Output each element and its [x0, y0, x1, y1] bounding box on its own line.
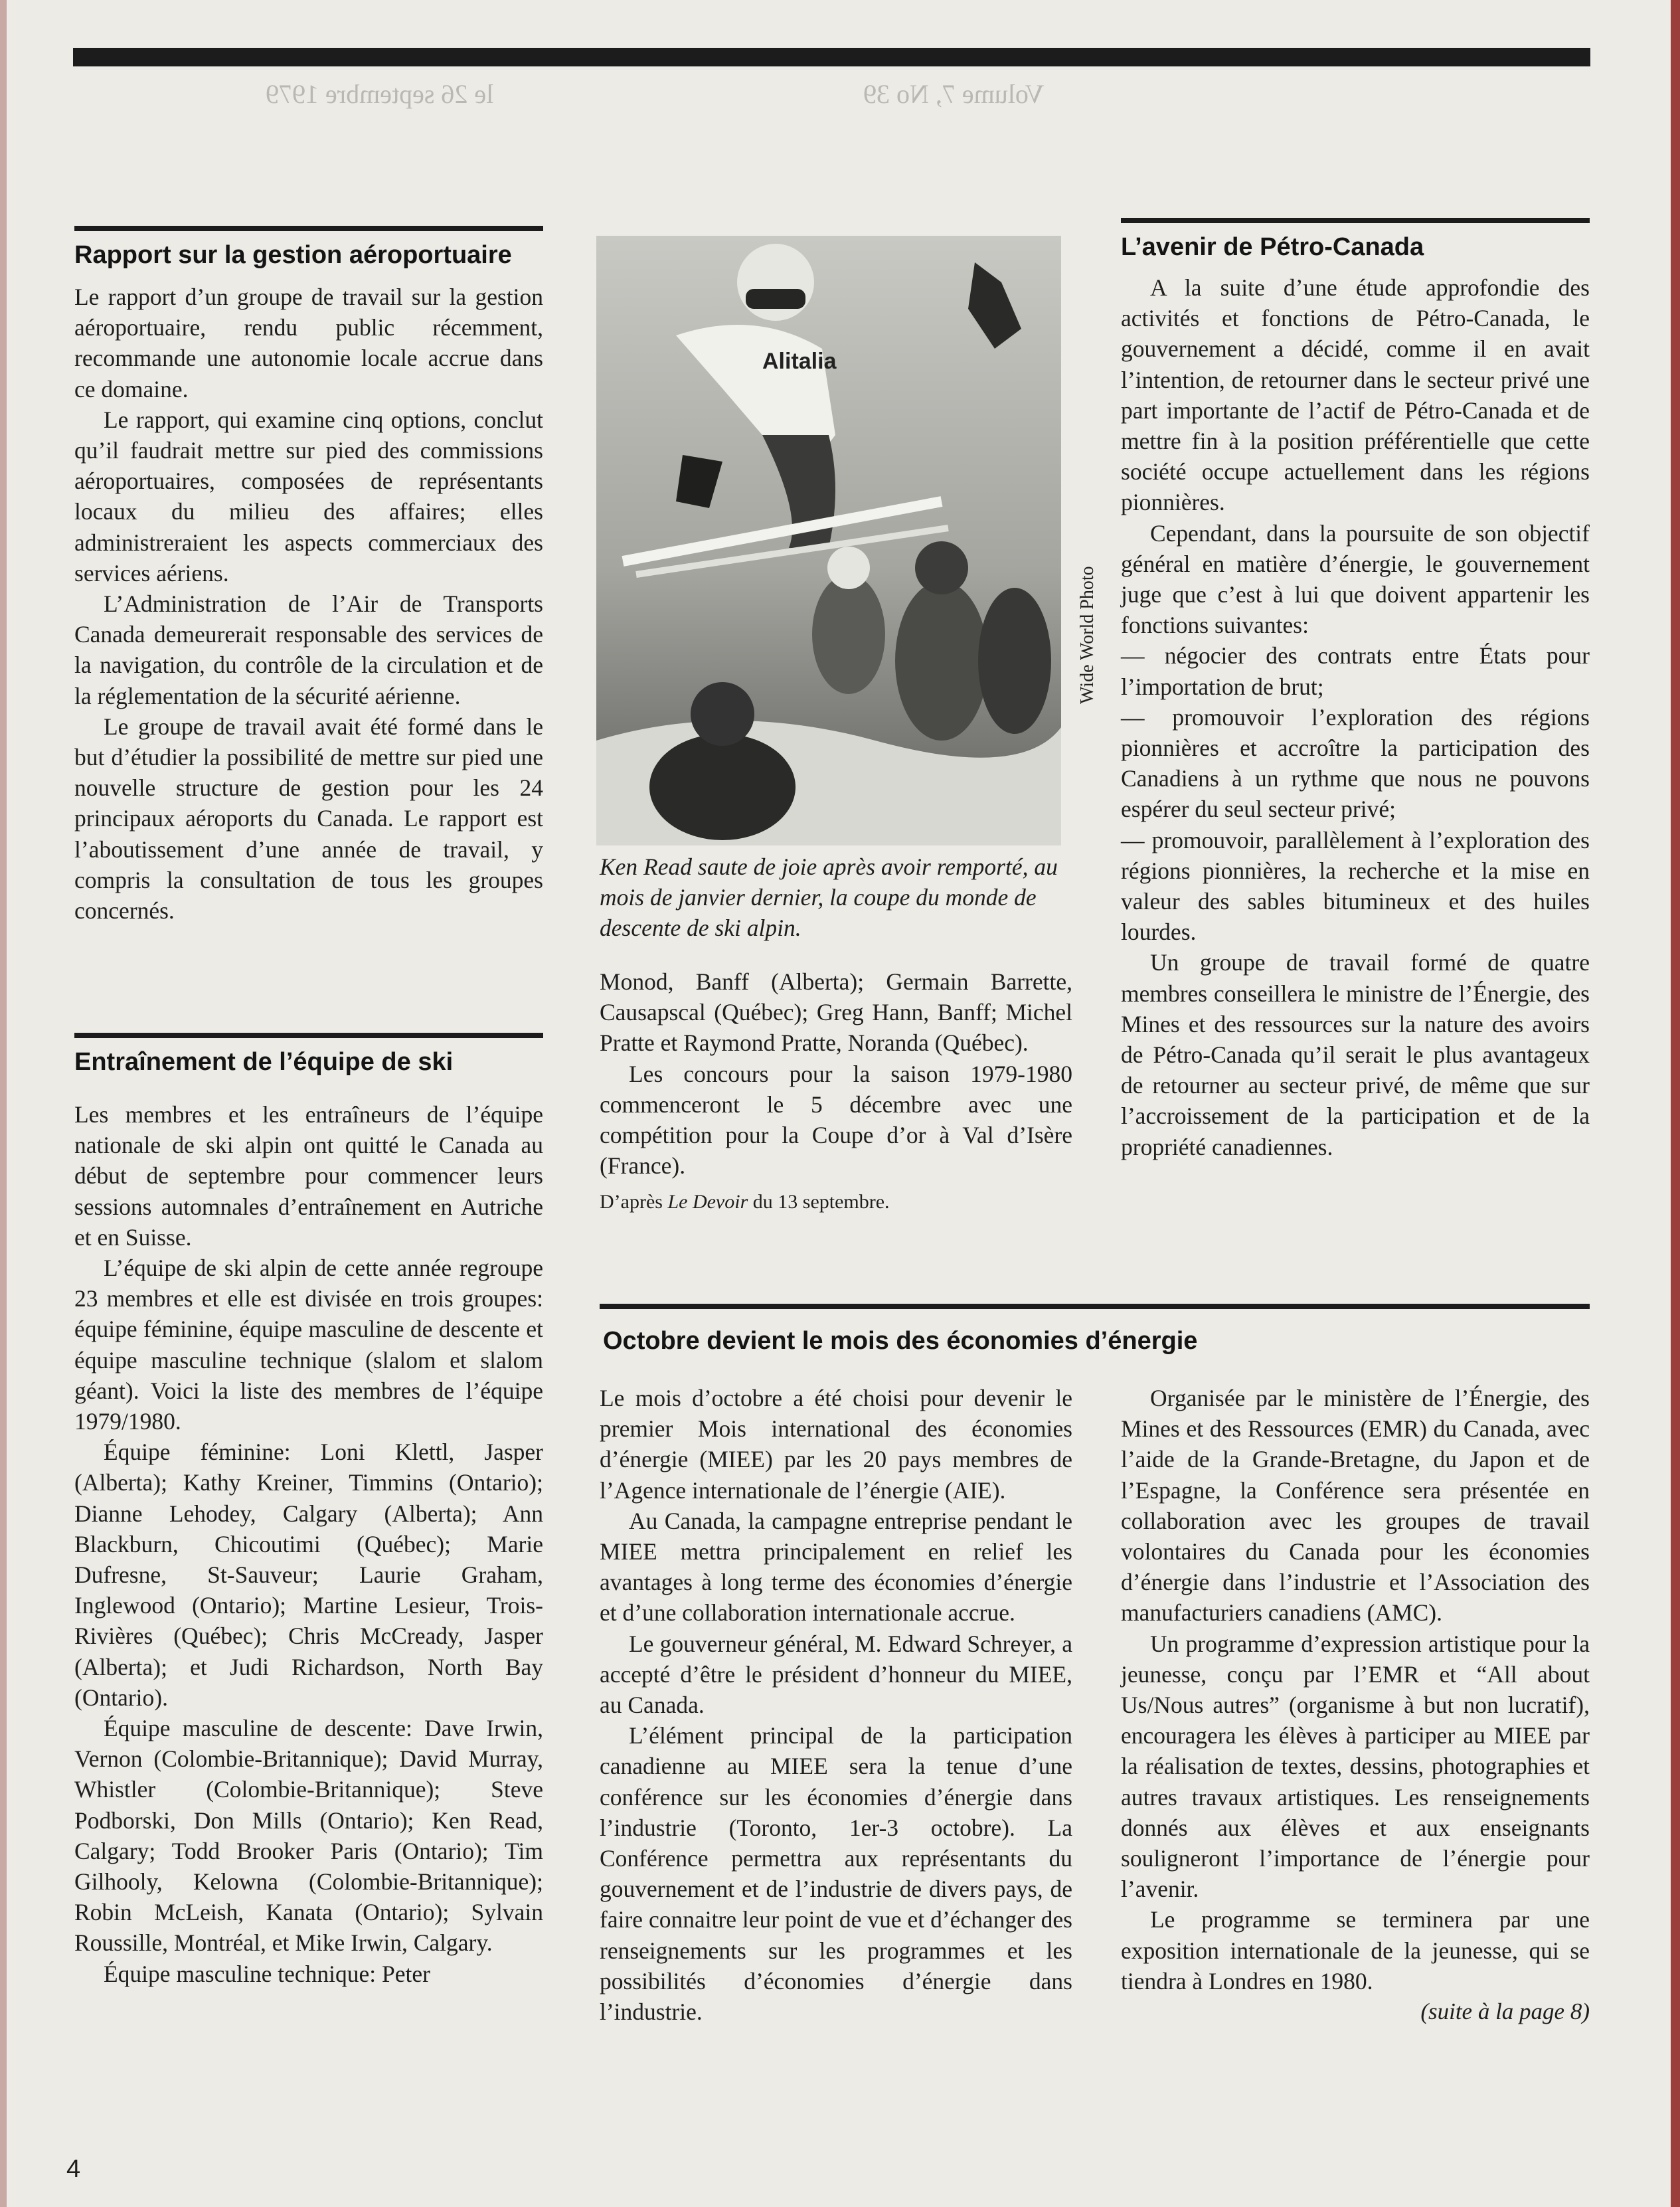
source-suffix: du 13 septembre. [748, 1191, 890, 1213]
article-ski-continued [600, 966, 1072, 1217]
page-left-edge [0, 0, 7, 2207]
paragraph: Un programme d’expression artistique pour la jeunesse, conçu par l’EMR et “All about Us/Nous autres” (organisme à but non lucratif), encouragera les élèves à participer au MIEE par la réalisation de textes, dessins, photographies et autres travaux artistiques. Les renseignements donnés aux élèves et aux enseignants souligneront l’importance de l’énergie pour l’avenir. [1121, 1630, 1590, 1903]
paragraph: A la suite d’une étude approfondie des activités et fonctions de Pétro-Canada, le gouvernement a décidé, comme il en avait l’intention, de retourner dans le secteur privé une part importante de l’actif de Pétro-Canada et de mettre fin à la position préférentielle que cette société occupe actuellement dans les régions pionnières. [1121, 274, 1590, 516]
paragraph: L’élément principal de la participation canadienne au MIEE sera la tenue d’une conférence sur les économies d’énergie dans l’industrie (Toronto, 1er-3 octobre). La Conférence permettra aux représentants du gouvernement et de l’industrie de divers pays, de faire connaitre leur point de vue et d’échanger des renseignements sur les programmes et les possibilités d’économies d’énergie dans l’industrie. [600, 1722, 1072, 2026]
photo-credit: Wide World Photo [1077, 566, 1098, 704]
paragraph: Le rapport d’un groupe de travail sur la gestion aéroportuaire, rendu public récemment, recommande une autonomie locale accrue dans ce domaine. [74, 284, 543, 402]
list-item: — promouvoir, parallèlement à l’exploration des régions pionnières, la recherche et la mise en valeur des sables bitumineux et des huiles lourdes. [1121, 826, 1590, 946]
bib-text: Alitalia [762, 349, 837, 374]
ski-jump-photo [596, 236, 1061, 845]
show-through-volume: Volume 7, No 39 [863, 79, 1045, 109]
paragraph: Le gouverneur général, M. Edward Schreyer, a accepté d’être le président d’honneur du MIEE, au Canada. [600, 1630, 1072, 1719]
paragraph: Monod, Banff (Alberta); Germain Barrette, Causapscal (Québec); Greg Hann, Banff; Michel Pratte et Raymond Pratte, Noranda (Québec). [600, 968, 1072, 1057]
masthead-rule [73, 48, 1590, 66]
section-rule [74, 226, 543, 231]
article-ski [74, 1033, 543, 1989]
section-rule [600, 1304, 1590, 1309]
continued-note: (suite à la page 8) [1420, 1998, 1590, 2025]
article-airport [74, 226, 543, 926]
article-title: L’avenir de Pétro-Canada [1121, 233, 1424, 261]
skier-illustration [596, 236, 1061, 845]
article-petro-canada [1121, 218, 1590, 1162]
source-credit [600, 1188, 1072, 1217]
page-number: 4 [66, 2155, 81, 2183]
article-body [74, 282, 543, 926]
paragraph: Le groupe de travail avait été formé dans le but d’étudier la possibilité de mettre sur pied une nouvelle structure de gestion pour les 24 principaux aéroports du Canada. Le rapport est l’aboutissement d’une année de travail, y compris la consultation de tous les groupes concernés. [74, 713, 543, 925]
paragraph: Équipe masculine technique: Peter [104, 1960, 430, 1987]
article-energy-left [600, 1383, 1072, 2027]
source-newspaper: Le Devoir [667, 1191, 748, 1213]
paragraph: Les membres et les entraîneurs de l’équipe nationale de ski alpin ont quitté le Canada au début de septembre pour commencer leurs sessions automnales d’entraînement en Autriche et en Suisse. [74, 1101, 543, 1251]
paragraph: L’Administration de l’Air de Transports Canada demeurerait responsable des services de la navigation, du contrôle de la circulation et de la réglementation de la sécurité aérienne. [74, 590, 543, 709]
paragraph: Organisée par le ministère de l’Énergie, des Mines et des Ressources (EMR) du Canada, avec l’aide de la Grande-Bretagne, du Japon et de l’Espagne, la Conférence sera présentée en collaboration avec les groupes de travail volontaires du Canada pour les économies d’énergie dans l’industrie et l’Association des manufacturiers canadiens (AMC). [1121, 1385, 1590, 1627]
paragraph: Au Canada, la campagne entreprise pendant le MIEE mettra principalement en relief les avantages à long terme des économies d’énergie et d’une collaboration internationale accrue. [600, 1507, 1072, 1627]
list-item: — négocier des contrats entre États pour l’importation de brut; [1121, 642, 1590, 700]
article-title: Octobre devient le mois des économies d’énergie [603, 1327, 1198, 1355]
article-title: Rapport sur la gestion aéroportuaire [74, 241, 512, 269]
paragraph: Le programme se terminera par une exposition internationale de la jeunesse, qui se tiendra à Londres en 1980. [1121, 1906, 1590, 1994]
article-title: Entraînement de l’équipe de ski [74, 1048, 454, 1076]
section-rule [1121, 218, 1590, 223]
article-body [1121, 272, 1590, 1162]
paragraph: Équipe féminine: Loni Klettl, Jasper (Alberta); Kathy Kreiner, Timmins (Ontario); Dianne Lehodey, Calgary (Alberta); Ann Blackburn, Chicoutimi (Québec); Marie Dufresne, St-Sauveur; Laurie Graham, Inglewood (Ontario); Martine Lesieur, Trois-Rivières (Québec); Chris McCready, Jasper (Alberta); et Judi Richardson, North Bay (Ontario). [74, 1439, 543, 1711]
paragraph: Le mois d’octobre a été choisi pour devenir le premier Mois international des économies d’énergie (MIEE) par les 20 pays membres de l’Agence internationale de l’énergie (AIE). [600, 1385, 1072, 1504]
paragraph: Les concours pour la saison 1979-1980 commenceront le 5 décembre avec une compétition pour la Coupe d’or à Val d’Isère (France). [600, 1060, 1072, 1180]
paragraph: Un groupe de travail formé de quatre membres conseillera le ministre de l’Énergie, des Mines et des ressources sur la nature des avoirs de Pétro-Canada qu’il serait le plus avantageux de retourner au secteur privé, de même que sur l’accroissement de la participation et de la propriété canadiennes. [1121, 949, 1590, 1160]
paragraph: L’équipe de ski alpin de cette année regroupe 23 membres et elle est divisée en trois groupes: équipe féminine, équipe masculine de descente et équipe masculine technique (slalom et slalom géant). Voici la liste des membres de l’équipe 1979/1980. [74, 1255, 543, 1435]
source-prefix: D’après [600, 1191, 668, 1213]
section-rule [74, 1033, 543, 1038]
paragraph: Équipe masculine de descente: Dave Irwin, Vernon (Colombie-Britannique); David Murray, Whistler (Colombie-Britannique); Steve Podborski, Don Mills (Ontario); Ken Read, Calgary; Todd Brooker Paris (Ontario); Tim Gilhooly, Kelowna (Colombie-Britannique); Robin McLeish, Kanata (Ontario); Sylvain Roussille, Montréal, et Mike Irwin, Calgary. [74, 1715, 543, 1957]
paragraph: Le rapport, qui examine cinq options, conclut qu’il faudrait mettre sur pied des commissions aéroportuaires, composées de représentants locaux du milieu des affaires; elles administreraient les aspects commerciaux des services aériens. [74, 406, 543, 586]
list-item: — promouvoir l’exploration des régions pionnières et accroître la participation des Canadiens à un rythme que nous ne pouvons espérer du seul secteur privé; [1121, 703, 1590, 823]
page-binding-edge [1671, 0, 1680, 2207]
paragraph: Cependant, dans la poursuite de son objectif général en matière d’énergie, le gouvernement juge que c’est à lui que doivent appartenir les fonctions suivantes: [1121, 519, 1590, 639]
article-energy-right [1121, 1383, 1590, 2027]
photo-caption: Ken Read saute de joie après avoir remporté, au mois de janvier dernier, la coupe du monde de descente de ski alpin. [600, 853, 1058, 941]
article-body [74, 1099, 543, 1989]
show-through-date: le 26 septembre 1979 [266, 79, 494, 109]
